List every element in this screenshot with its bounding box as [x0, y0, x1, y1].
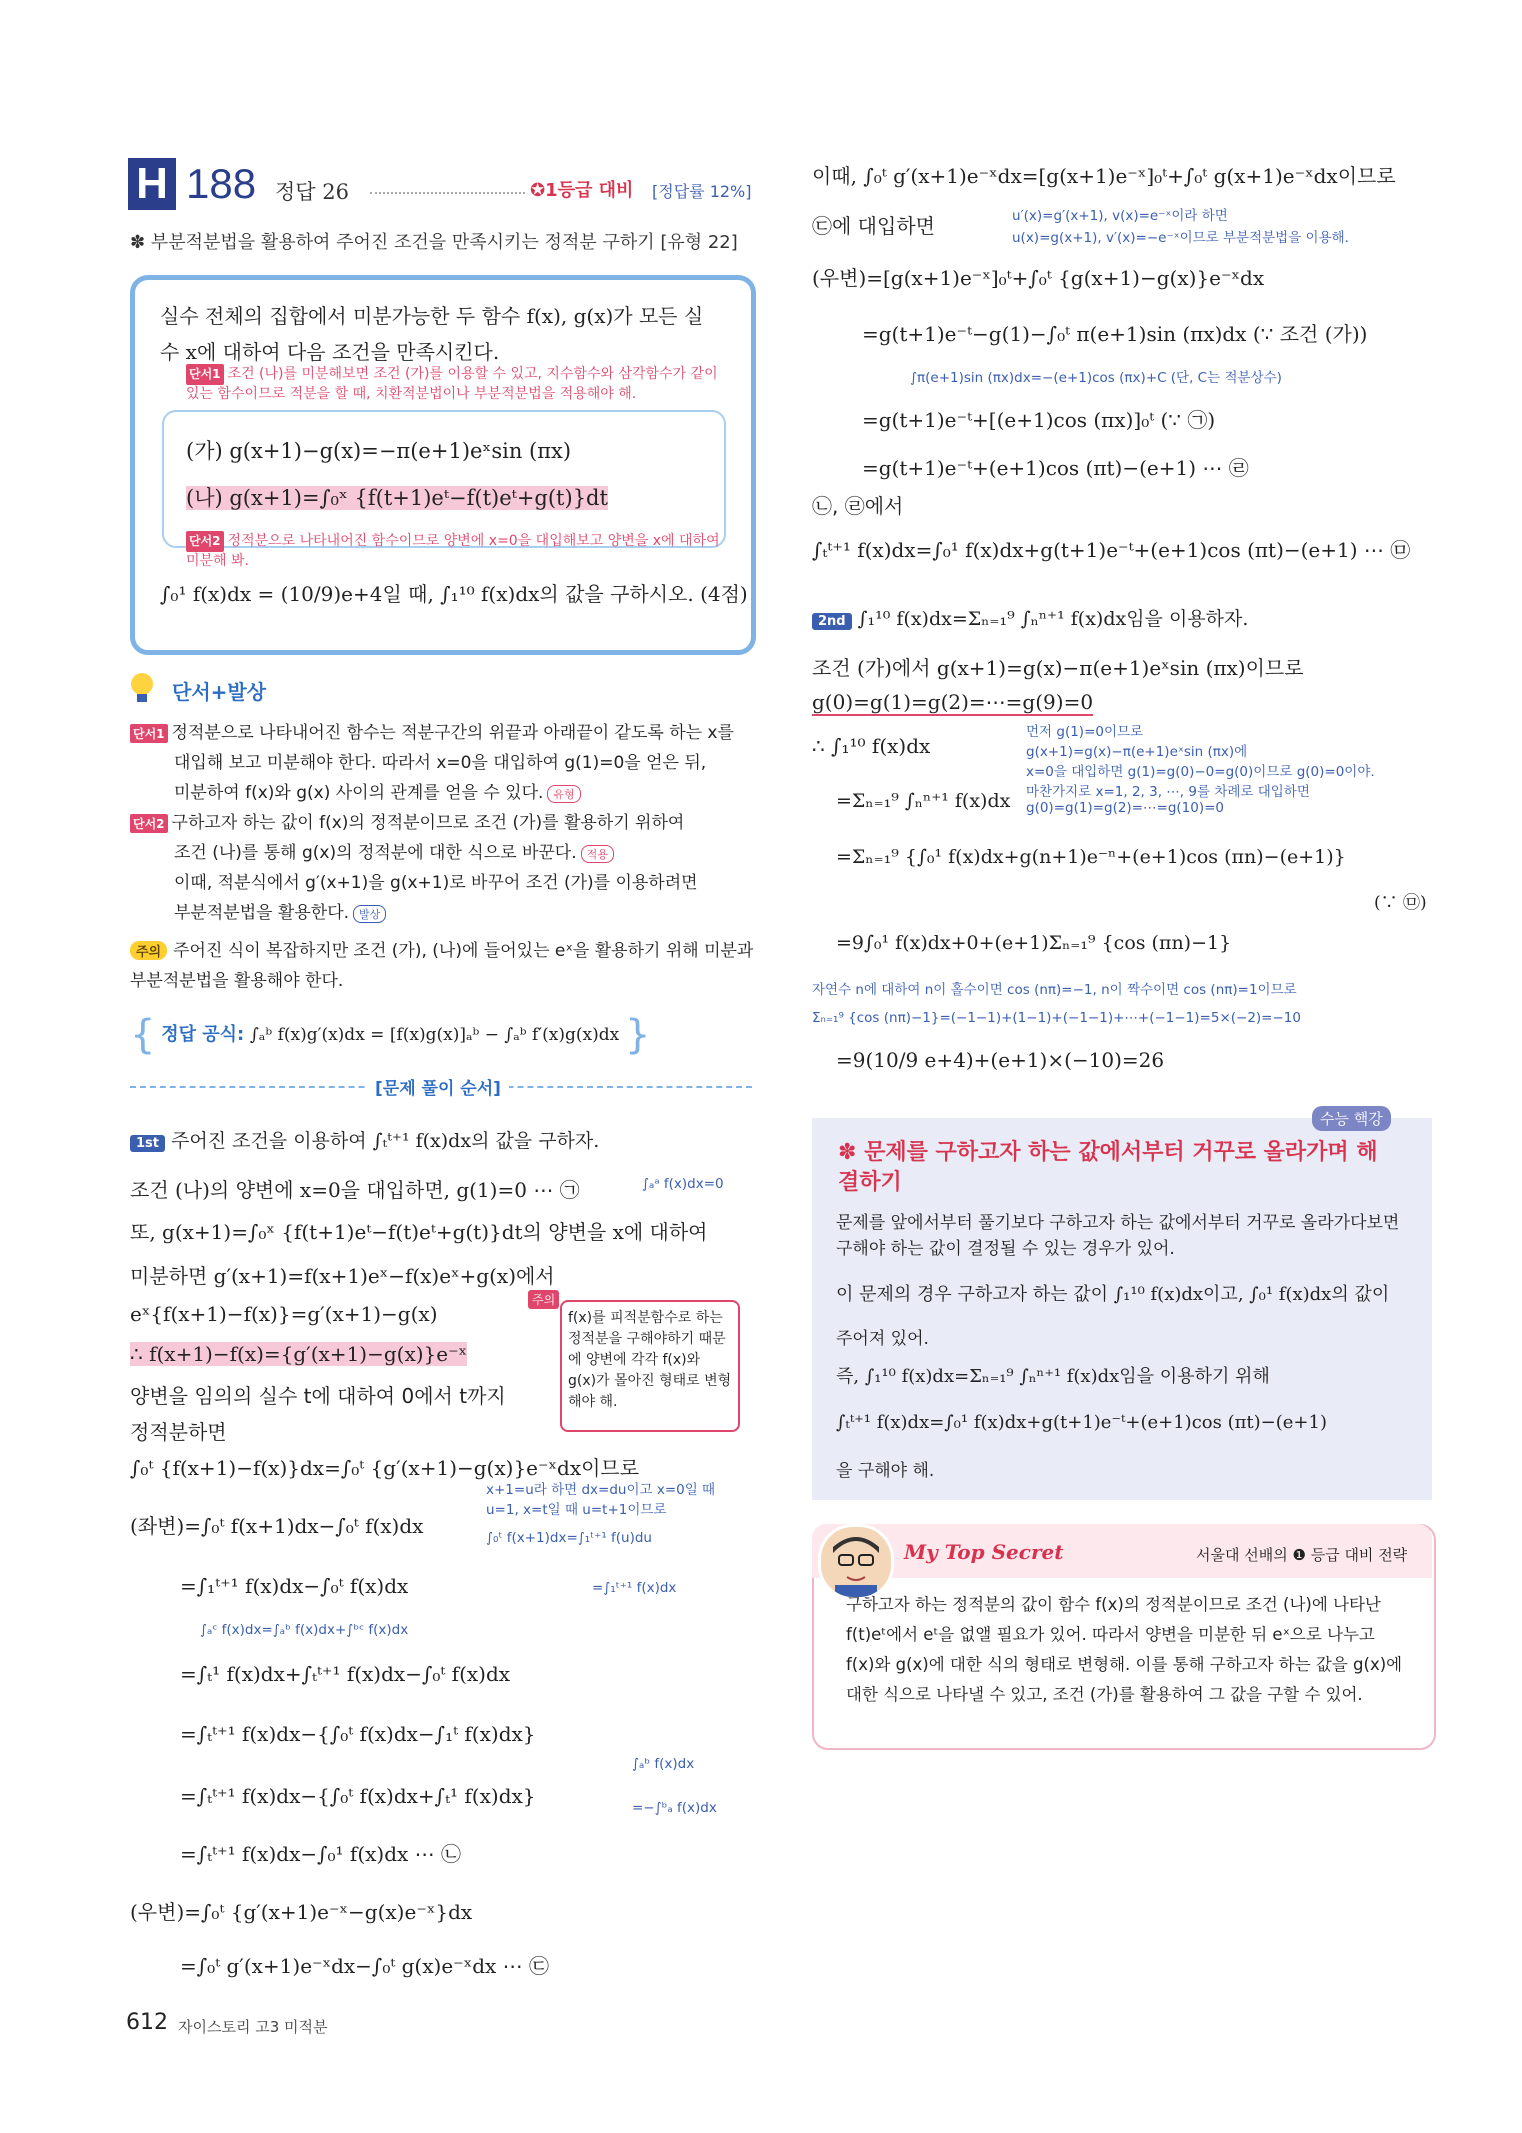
sol-r-note-11e: g(0)=g(1)=g(2)=⋯=g(10)=0: [1026, 800, 1225, 816]
sol-line-5: [130, 1342, 467, 1366]
clue-line-7: [174, 898, 386, 923]
clue-3-text: 미분하여 f(x)와 g(x) 사이의 관계를 얻을 수 있다.: [174, 783, 544, 803]
sol-r-note-2a: u′(x)=g′(x+1), v(x)=e⁻ˣ이라 하면: [1012, 208, 1228, 224]
sol-note-13b: =−∫ᵇₐ f(x)dx: [632, 1800, 717, 1816]
exam-tip-paragraph-1: 문제를 앞에서부터 풀기보다 구하고자 하는 값에서부터 거꾸로 올라가다보면 구해야 하는 값이 결정될 수 있는 경우가 있어.: [836, 1213, 1400, 1259]
sol-line-16: =∫₀ᵗ g′(x+1)e⁻ˣdx−∫₀ᵗ g(x)e⁻ˣdx ⋯ ㉢: [180, 1954, 549, 1978]
sol-r-note-11d: 마찬가지로 x=1, 2, 3, ⋯, 9를 차례로 대입하면: [1026, 784, 1310, 800]
exam-tip-tag: 수능 핵강: [1312, 1106, 1391, 1131]
sol-r-line-8: ∫ₜᵗ⁺¹ f(x)dx=∫₀¹ f(x)dx+g(t+1)e⁻ᵗ+(e+1)cos (πt)−(e+1) ⋯ ㉤: [812, 538, 1411, 562]
level-label: 1등급 대비: [545, 180, 634, 201]
step-2-text: ∫₁¹⁰ f(x)dx=Σₙ₌₁⁹ ∫ₙⁿ⁺¹ f(x)dx임을 이용하자.: [857, 608, 1249, 630]
avatar: [818, 1524, 894, 1600]
sol-line-13: =∫ₜᵗ⁺¹ f(x)dx−{∫₀ᵗ f(x)dx+∫ₜ¹ f(x)dx}: [180, 1784, 536, 1808]
sol-line-10: =∫₁ᵗ⁺¹ f(x)dx−∫₀ᵗ f(x)dx: [180, 1574, 409, 1598]
book-title: 자이스토리 고3 미적분: [178, 2018, 328, 2036]
sol-line-6: 양변을 임의의 실수 t에 대하여 0에서 t까지: [130, 1384, 506, 1408]
sol-r-line-1: 이때, ∫₀ᵗ g′(x+1)e⁻ˣdx=[g(x+1)e⁻ˣ]₀ᵗ+∫₀ᵗ g(x+1)e⁻ˣdx이므로: [812, 164, 1396, 188]
clue-7-text: 부분적분법을 활용한다.: [174, 903, 350, 923]
exam-tip-line-3: 주어져 있어.: [836, 1329, 929, 1349]
step-1: [130, 1126, 599, 1153]
level-badge: [530, 176, 633, 202]
sol-line-8: ∫₀ᵗ {f(x+1)−f(x)}dx=∫₀ᵗ {g′(x+1)−g(x)}e⁻ˣdx이므로: [130, 1456, 640, 1480]
exam-tip-line-2: 이 문제의 경우 구하고자 하는 값이 ∫₁¹⁰ f(x)dx이고, ∫₀¹ f(x)dx의 값이: [836, 1284, 1390, 1305]
hint-1: [186, 364, 726, 404]
clue-4-text: 구하고자 하는 값이 f(x)의 정적분이므로 조건 (가)를 활용하기 위하여: [171, 813, 685, 833]
sol-r-line-9: 조건 (가)에서 g(x+1)=g(x)−π(e+1)eˣsin (πx)이므로: [812, 656, 1304, 680]
clue-line-5: [174, 838, 614, 863]
clue-line-6: 이때, 적분식에서 g′(x+1)을 g(x+1)로 바꾸어 조건 (가)를 이용하려면: [174, 873, 698, 893]
page-number: 612: [126, 2010, 168, 2035]
sol-r-line-6: =g(t+1)e⁻ᵗ+(e+1)cos (πt)−(e+1) ⋯ ㉣: [862, 456, 1249, 480]
sol-r-note-14a: 자연수 n에 대하여 n이 홀수이면 cos (nπ)=−1, n이 짝수이면 cos (nπ)=1이므로: [812, 982, 1297, 998]
sol-line-12: =∫ₜᵗ⁺¹ f(x)dx−{∫₀ᵗ f(x)dx−∫₁ᵗ f(x)dx}: [180, 1722, 536, 1746]
sol-r-line-15: =9(10/9 e+4)+(e+1)×(−10)=26: [836, 1048, 1165, 1072]
sol-line-7: 정적분하면: [130, 1420, 227, 1444]
idea-chip: 발상: [353, 905, 386, 923]
problem-intro-line1: 실수 전체의 집합에서 미분가능한 두 함수 f(x), g(x)가 모든 실: [160, 304, 704, 328]
sol-r-note-14b: Σₙ₌₁⁹ {cos (nπ)−1}=(−1−1)+(1−1)+(−1−1)+⋯+(−1−1)=5×(−2)=−10: [812, 1010, 1301, 1026]
sol-line-14: =∫ₜᵗ⁺¹ f(x)dx−∫₀¹ f(x)dx ⋯ ㉡: [180, 1842, 461, 1866]
formula-close-brace: }: [624, 1012, 651, 1058]
clue-line-1: [130, 718, 734, 743]
caution-side-tag: 주의: [528, 1290, 559, 1309]
sol-line-1: 조건 (나)의 양변에 x=0을 대입하면, g(1)=0 ⋯ ㉠: [130, 1178, 580, 1202]
type-chip: 유형: [547, 785, 580, 803]
sol-note-9b: u=1, x=t일 때 u=t+1이므로: [486, 1502, 667, 1518]
conditions-box: [162, 410, 726, 548]
sol-r-line-12: =Σₙ₌₁⁹ ∫ₙⁿ⁺¹ f(x)dx: [836, 790, 1011, 812]
order-title: [문제 풀이 순서]: [367, 1074, 509, 1099]
sol-line-2: 또, g(x+1)=∫₀ˣ {f(t+1)eᵗ−f(t)eᵗ+g(t)}dt의 양변을 x에 대하여: [130, 1220, 708, 1244]
clue-1-text: 정적분으로 나타내어진 함수는 적분구간의 위끝과 아래끝이 같도록 하는 x를: [171, 723, 734, 743]
sol-line-11: =∫ₜ¹ f(x)dx+∫ₜᵗ⁺¹ f(x)dx−∫₀ᵗ f(x)dx: [180, 1662, 511, 1686]
caution-line-2: 부분적분법을 활용해야 한다.: [130, 971, 344, 991]
sol-r-line-4: =g(t+1)e⁻ᵗ−g(1)−∫₀ᵗ π(e+1)sin (πx)dx (∵ 조건 (가)): [862, 322, 1368, 346]
exam-tip-line-5: ∫ₜᵗ⁺¹ f(x)dx=∫₀¹ f(x)dx+g(t+1)e⁻ᵗ+(e+1)cos (πt)−(e+1): [836, 1412, 1327, 1433]
hint-2-tag: 단서2: [186, 531, 224, 552]
condition-b-text: (나) g(x+1)=∫₀ˣ {f(t+1)eᵗ−f(t)eᵗ+g(t)}dt: [186, 486, 608, 510]
step-1-tag: 1st: [130, 1135, 165, 1152]
exam-tip-line-4: 즉, ∫₁¹⁰ f(x)dx=Σₙ₌₁⁹ ∫ₙⁿ⁺¹ f(x)dx임을 이용하기 위해: [836, 1366, 1270, 1387]
sol-note-10: =∫₁ᵗ⁺¹ f(x)dx: [592, 1580, 677, 1596]
caution-line-1: [130, 936, 753, 961]
clue-line-3: [174, 778, 581, 803]
clue-line-4: [130, 808, 684, 833]
problem-question: ∫₀¹ f(x)dx = (10/9)e+4일 때, ∫₁¹⁰ f(x)dx의 값을 구하시오. (4점): [160, 582, 748, 606]
sol-note-13a: ∫ₐᵇ f(x)dx: [632, 1756, 695, 1772]
clue-1-tag: 단서1: [130, 724, 168, 743]
sol-r-line-5: =g(t+1)e⁻ᵗ+[(e+1)cos (πx)]₀ᵗ (∵ ㉠): [862, 408, 1216, 432]
lightbulb-icon: [128, 672, 156, 706]
hint-1-tag: 단서1: [186, 364, 224, 385]
problem-intro-line2: 수 x에 대하여 다음 조건을 만족시킨다.: [160, 340, 500, 364]
caution-side-text: f(x)를 피적분함수로 하는 정적분을 구해야하기 때문에 양변에 각각 f(x)와 g(x)가 몰아진 형태로 변형해야 해.: [568, 1310, 732, 1410]
hint-2: [186, 531, 726, 571]
sol-r-line-11: ∴ ∫₁¹⁰ f(x)dx: [812, 734, 931, 758]
clue-title: 단서+발상: [172, 680, 267, 704]
correct-rate: [정답률 12%]: [652, 182, 752, 201]
sol-r-note-11a: 먼저 g(1)=0이므로: [1026, 724, 1144, 740]
header-divider: [370, 192, 525, 194]
sol-r-because: (∵ ㉤): [1374, 893, 1427, 913]
clue-line-2: 대입해 보고 미분해야 한다. 따라서 x=0을 대입하여 g(1)=0을 얻은 뒤,: [174, 753, 707, 773]
step-2-tag: 2nd: [812, 613, 852, 630]
sol-r-line-2: ㉢에 대입하면: [812, 214, 935, 238]
sol-r-line-14: =9∫₀¹ f(x)dx+0+(e+1)Σₙ₌₁⁹ {cos (πn)−1}: [836, 932, 1232, 954]
sol-note-9a: x+1=u라 하면 dx=du이고 x=0일 때: [486, 1482, 716, 1498]
sol-line-3: 미분하면 g′(x+1)=f(x+1)eˣ−f(x)eˣ+g(x)에서: [130, 1264, 555, 1288]
step-2: [812, 604, 1248, 631]
sol-r-line-7: ㉡, ㉣에서: [812, 494, 904, 518]
sol-r-line-13: =Σₙ₌₁⁹ {∫₀¹ f(x)dx+g(n+1)e⁻ⁿ+(e+1)cos (πn)−(e+1)}: [836, 846, 1346, 868]
formula-label: 정답 공식:: [161, 1024, 245, 1045]
sol-r-line-10-text: g(0)=g(1)=g(2)=⋯=g(9)=0: [812, 690, 1094, 714]
sol-note-1: ∫ₐᵃ f(x)dx=0: [642, 1176, 724, 1192]
caution-text-1: 주어진 식이 복잡하지만 조건 (가), (나)에 들어있는 eˣ을 활용하기 위해 미분과: [173, 941, 754, 961]
sol-r-note-4: ∫π(e+1)sin (πx)dx=−(e+1)cos (πx)+C (단, C는 적분상수): [910, 370, 1282, 386]
secret-body: 구하고자 하는 정적분의 값이 함수 f(x)의 정적분이므로 조건 (나)에 나타난 f(t)eᵗ에서 eᵗ을 없앨 필요가 있어. 따라서 양변을 미분한 뒤 eˣ으로 나누고 f(x)와 g(x)에 대한 식의 형태로 변형해. 이를 통해 구하고자 하는 값을 g(x)에 대한 식으로 나타낼 수 있고, 조건 (가)를 활용하여 그 값을 구할 수 있어.: [846, 1595, 1403, 1704]
formula-open-brace: {: [130, 1012, 156, 1058]
secret-title: My Top Secret: [904, 1540, 1064, 1564]
sol-line-4: eˣ{f(x+1)−f(x)}=g′(x+1)−g(x): [130, 1302, 438, 1326]
secret-subtitle: 서울대 선배의 ❶ 등급 대비 전략: [1196, 1546, 1408, 1564]
sol-r-line-10: [812, 690, 1093, 714]
sol-r-note-11b: g(x+1)=g(x)−π(e+1)eˣsin (πx)에: [1026, 744, 1248, 760]
sol-r-note-11c: x=0을 대입하면 g(1)=g(0)−0=g(0)이므로 g(0)=0이야.: [1026, 764, 1375, 780]
condition-a: (가) g(x+1)−g(x)=−π(e+1)eˣsin (πx): [186, 439, 572, 463]
clue-2-tag: 단서2: [130, 814, 168, 833]
condition-b: [186, 482, 608, 512]
formula-box: [130, 1012, 650, 1058]
sol-note-11: ∫ₐᶜ f(x)dx=∫ₐᵇ f(x)dx+∫ᵇᶜ f(x)dx: [200, 1622, 409, 1638]
problem-number: 188: [186, 160, 257, 207]
hint-1-text: 조건 (나)를 미분해보면 조건 (가)를 이용할 수 있고, 지수함수와 삼각함수가 같이 있는 함수이므로 적분을 할 때, 치환적분법이나 부분적분법을 적용해야 해.: [186, 366, 718, 402]
formula-text: ∫ₐᵇ f(x)g′(x)dx = [f(x)g(x)]ₐᵇ − ∫ₐᵇ f′(x)g(x)dx: [249, 1025, 620, 1045]
problem-subtitle: ✽ 부분적분법을 활용하여 주어진 조건을 만족시키는 정적분 구하기 [유형 22]: [130, 232, 738, 253]
sol-line-15: (우변)=∫₀ᵗ {g′(x+1)e⁻ˣ−g(x)e⁻ˣ}dx: [130, 1900, 473, 1924]
hint-2-text: 정적분으로 나타내어진 함수이므로 양변에 x=0을 대입해보고 양변을 x에 대하여 미분해 봐.: [186, 533, 720, 569]
apply-chip: 적용: [581, 845, 614, 863]
level-icon: ✪: [530, 180, 546, 201]
sol-r-note-2b: u(x)=g(x+1), v′(x)=−e⁻ˣ이므로 부분적분법을 이용해.: [1012, 230, 1349, 246]
exam-tip-line-6: 을 구해야 해.: [836, 1461, 935, 1481]
sol-line-9: (좌변)=∫₀ᵗ f(x+1)dx−∫₀ᵗ f(x)dx: [130, 1514, 424, 1538]
answer-label: 정답 26: [275, 180, 349, 204]
problem-badge: H: [128, 158, 176, 210]
sol-line-5-text: ∴ f(x+1)−f(x)={g′(x+1)−g(x)}e⁻ˣ: [130, 1342, 468, 1366]
clue-5-text: 조건 (나)를 통해 g(x)의 정적분에 대한 식으로 바꾼다.: [174, 843, 577, 863]
step-1-text: 주어진 조건을 이용하여 ∫ₜᵗ⁺¹ f(x)dx의 값을 구하자.: [171, 1130, 600, 1152]
sol-note-9c: ∫₀ᵗ f(x+1)dx=∫₁ᵗ⁺¹ f(u)du: [486, 1530, 652, 1546]
exam-tip-title: ✽ 문제를 구하고자 하는 값에서부터 거꾸로 올라가며 해결하기: [838, 1140, 1378, 1195]
caution-chip: 주의: [130, 941, 167, 960]
sol-r-line-3: (우변)=[g(x+1)e⁻ˣ]₀ᵗ+∫₀ᵗ {g(x+1)−g(x)}e⁻ˣdx: [812, 266, 1265, 290]
